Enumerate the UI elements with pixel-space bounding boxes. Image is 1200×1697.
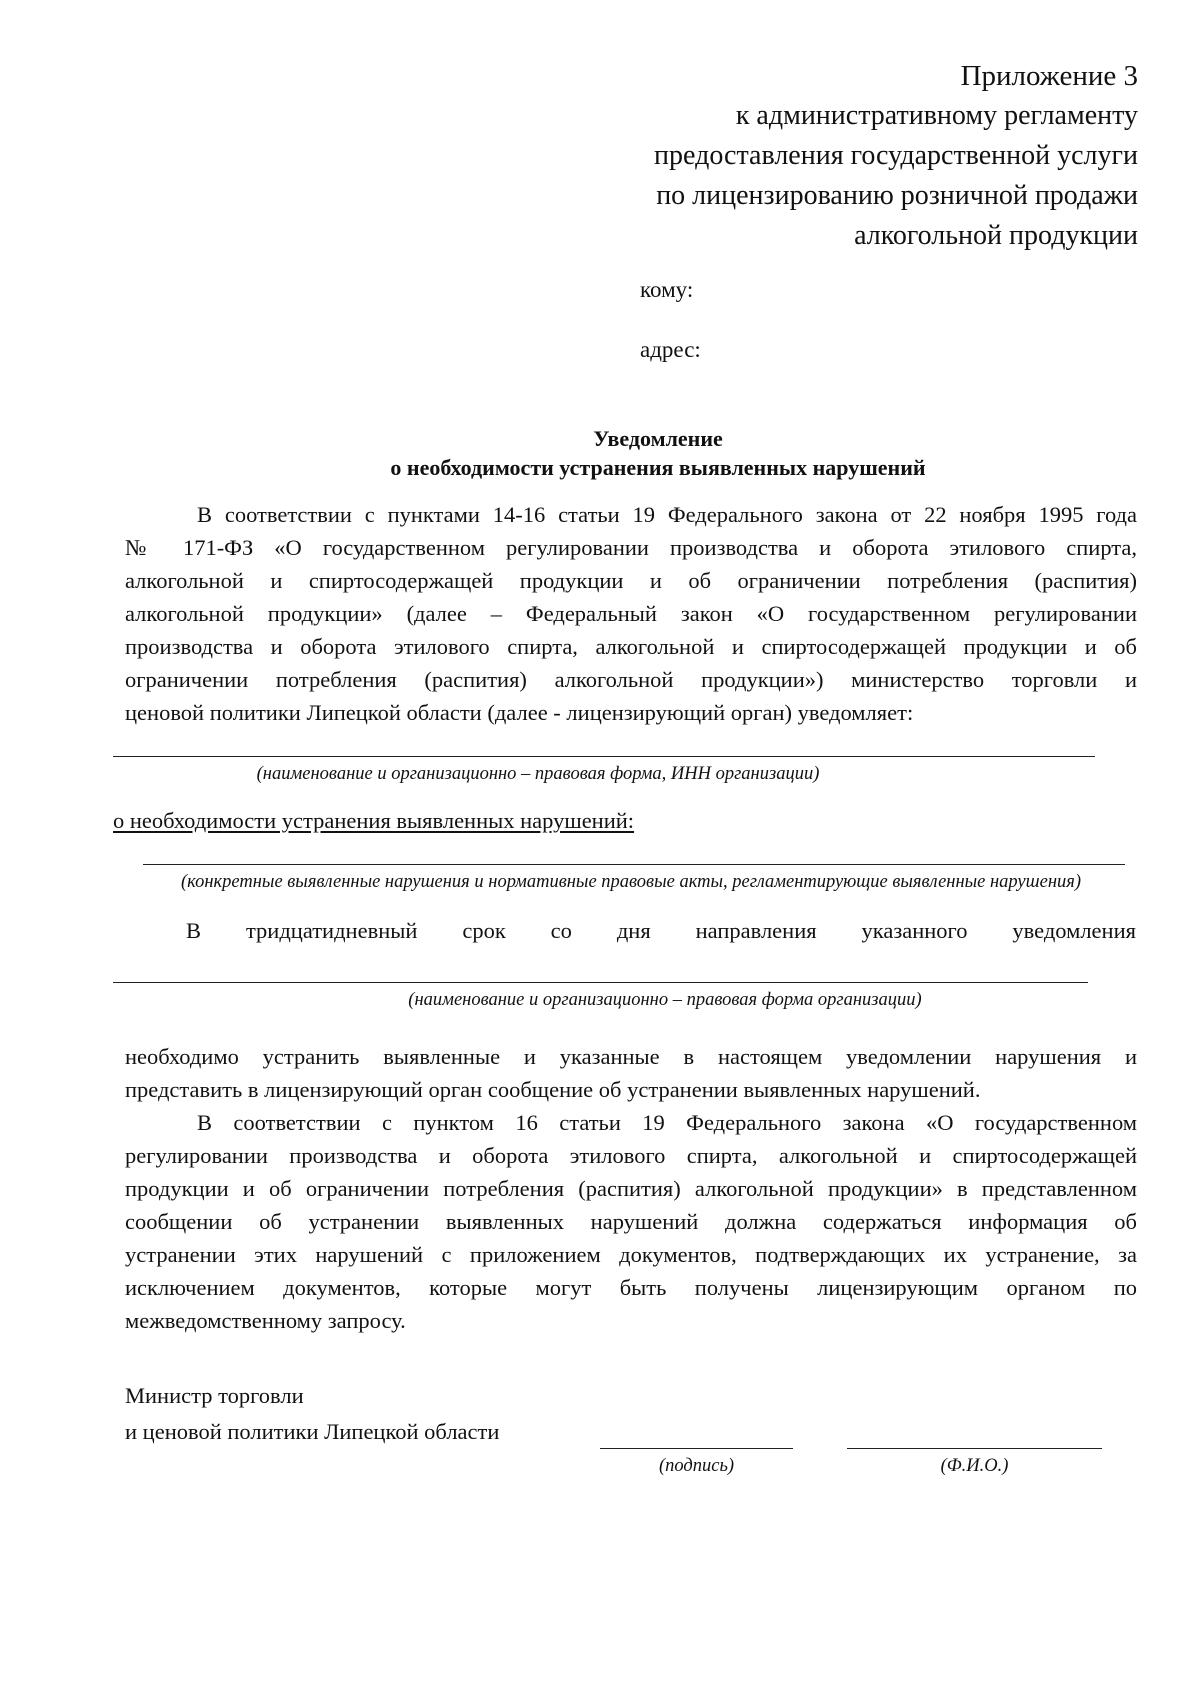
violations-label: о необходимости устранения выявленных нарушений: bbox=[113, 808, 635, 833]
recipient-label: кому: bbox=[640, 277, 694, 302]
violations-caption: (конкретные выявленные нарушения и нормативные правовые акты, регламентирующие выявленные нарушения) bbox=[180, 872, 1082, 892]
signature-caption: (подпись) bbox=[658, 1456, 735, 1476]
deadline-word: В bbox=[186, 918, 202, 943]
paragraph-line: исключением документов, которые могут быть получены лицензирующим органом по bbox=[125, 1275, 1137, 1300]
document-subtitle: о необходимости устранения выявленных нарушений bbox=[390, 455, 926, 480]
paragraph-line: продукции и об ограничении потребления (распития) алкогольной продукции» в представленном bbox=[125, 1176, 1137, 1201]
appendix-line: по лицензированию розничной продажи bbox=[656, 180, 1138, 211]
deadline-word: указанного bbox=[861, 918, 968, 943]
deadline-word: срок bbox=[462, 918, 506, 943]
position-line: и ценовой политики Липецкой области bbox=[125, 1419, 500, 1444]
paragraph-line: алкогольной и спиртосодержащей продукции и об ограничении потребления (распития) bbox=[125, 568, 1137, 593]
org-fill-line bbox=[113, 982, 1088, 983]
document-title: Уведомление bbox=[593, 426, 723, 451]
appendix-line: предоставления государственной услуги bbox=[654, 140, 1138, 171]
paragraph-line: производства и оборота этилового спирта, алкогольной и спиртосодержащей продукции и об bbox=[125, 634, 1137, 659]
paragraph-line: представить в лицензирующий орган сообщение об устранении выявленных нарушений. bbox=[125, 1077, 981, 1102]
deadline-word: тридцатидневный bbox=[245, 918, 418, 943]
org-inn-caption: (наименование и организационно – правовая форма, ИНН организации) bbox=[256, 764, 820, 784]
info-paragraph bbox=[125, 1106, 1137, 1337]
deadline-line bbox=[186, 918, 1136, 944]
paragraph-line: № 171-ФЗ «О государственном регулировании производства и оборота этилового спирта, bbox=[125, 535, 1137, 560]
paragraph-line: алкогольной продукции» (далее – Федеральный закон «О государственном регулировании bbox=[125, 601, 1137, 626]
paragraph-line: необходимо устранить выявленные и указанные в настоящем уведомлении нарушения и bbox=[125, 1044, 1137, 1069]
name-fill-line bbox=[847, 1448, 1102, 1449]
paragraph-line: устранении этих нарушений с приложением документов, подтверждающих их устранение, за bbox=[125, 1242, 1137, 1267]
requirement-paragraph bbox=[125, 1040, 1137, 1106]
org-caption: (наименование и организационно – правовая форма организации) bbox=[408, 990, 922, 1010]
address-label: адрес: bbox=[640, 337, 701, 362]
signatory-position bbox=[125, 1378, 499, 1450]
paragraph-line: В соответствии с пунктом 16 статьи 19 Федерального закона «О государственном bbox=[197, 1110, 1137, 1135]
deadline-word: уведомления bbox=[1012, 918, 1136, 943]
appendix-line: к административному регламенту bbox=[735, 100, 1138, 131]
appendix-line: Приложение 3 bbox=[960, 60, 1138, 92]
signature-fill-line bbox=[600, 1448, 793, 1449]
name-caption: (Ф.И.О.) bbox=[940, 1456, 1009, 1476]
violations-fill-line bbox=[143, 864, 1125, 865]
deadline-word: направления bbox=[695, 918, 817, 943]
org-inn-fill-line bbox=[113, 756, 1095, 757]
paragraph-line: ценовой политики Липецкой области (далее - лицензирующий орган) уведомляет: bbox=[125, 700, 914, 725]
appendix-line: алкогольной продукции bbox=[854, 220, 1138, 251]
paragraph-line: ограничении потребления (распития) алкогольной продукции») министерство торговли и bbox=[125, 667, 1137, 692]
paragraph-line: В соответствии с пунктами 14-16 статьи 19 Федерального закона от 22 ноября 1995 года bbox=[197, 502, 1137, 527]
position-line: Министр торговли bbox=[125, 1383, 304, 1408]
intro-paragraph bbox=[125, 498, 1137, 729]
paragraph-line: регулировании производства и оборота этилового спирта, алкогольной и спиртосодержащей bbox=[125, 1143, 1137, 1168]
deadline-word: дня bbox=[616, 918, 651, 943]
appendix-header bbox=[654, 56, 1138, 256]
deadline-word: со bbox=[550, 918, 572, 943]
paragraph-line: межведомственному запросу. bbox=[125, 1308, 406, 1333]
paragraph-line: сообщении об устранении выявленных нарушений должна содержаться информация об bbox=[125, 1209, 1137, 1234]
